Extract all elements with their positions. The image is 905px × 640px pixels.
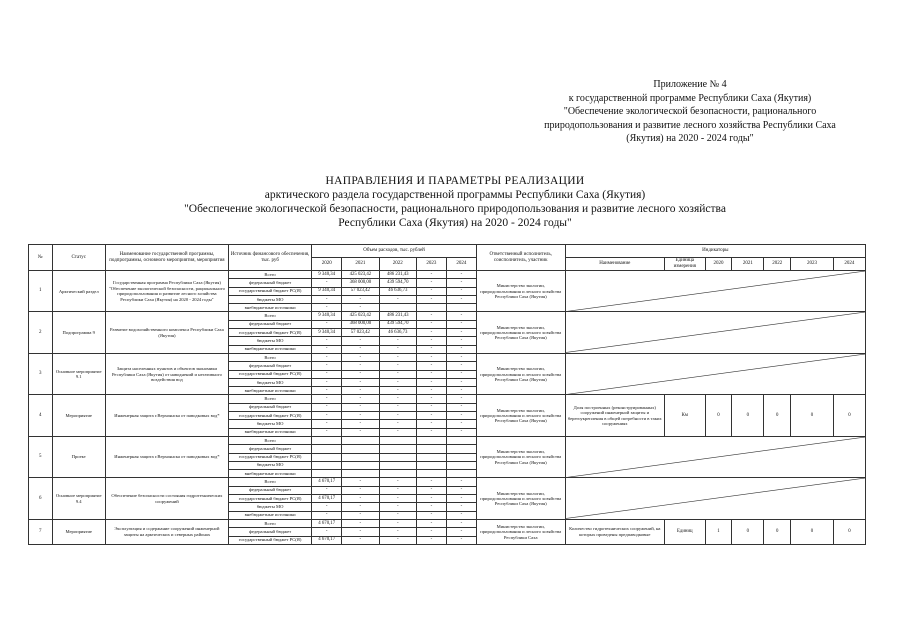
funding-source: внебюджетные источники [228, 470, 311, 478]
indicator-unit: Км [664, 395, 705, 436]
header-year: 2020 [705, 258, 732, 271]
amount-cell: - [379, 412, 416, 420]
amount-cell: 439 594,70 [379, 320, 416, 328]
funding-source: внебюджетные источники [228, 345, 311, 353]
row-responsible: Министерство экологии, природопользования и лесного хозяйства Республики Саха (Якутия) [476, 395, 565, 436]
amount-cell: - [379, 503, 416, 511]
indicator-value: 0 [732, 395, 764, 436]
amount-cell: - [446, 370, 476, 378]
amount-cell: - [312, 511, 342, 519]
amount-cell: - [379, 495, 416, 503]
indicator-value: 0 [833, 395, 865, 436]
amount-cell: - [312, 378, 342, 386]
row-name: Государственная программа Республики Саха (Якутия) "Обеспечение экологической безопасности, рационального природопользования и развитие лесного хозяйства Республики Саха (Якутия) на 2020 - 2024 годы" [105, 271, 228, 312]
header-row [29, 245, 866, 258]
amount-cell [342, 445, 379, 453]
appendix-line: "Обеспечение экологической безопасности, рационального [563, 106, 817, 117]
row-status: Основное мероприятие 9.4 [52, 478, 105, 519]
amount-cell: - [416, 395, 446, 403]
amount-cell: - [312, 403, 342, 411]
funding-source: государственный бюджет РС(Я) [228, 536, 311, 544]
title-line: арктического раздела государственной программы Республики Саха (Якутия) [264, 189, 646, 201]
indicator-value: 0 [764, 519, 791, 544]
amount-cell: - [312, 528, 342, 536]
amount-cell [312, 436, 342, 444]
amount-cell: - [342, 403, 379, 411]
amount-cell: 4 670,17 [312, 478, 342, 486]
amount-cell [446, 445, 476, 453]
amount-cell: - [416, 511, 446, 519]
amount-cell [379, 470, 416, 478]
row-num: 4 [29, 395, 53, 436]
header-year: 2021 [732, 258, 764, 271]
amount-cell: - [342, 536, 379, 544]
amount-cell: 57 023,42 [342, 329, 379, 337]
amount-cell: - [416, 362, 446, 370]
table-row [29, 312, 866, 320]
amount-cell: - [446, 428, 476, 436]
header-year: 2024 [446, 258, 476, 271]
funding-source: Всего [228, 271, 311, 279]
amount-cell [379, 304, 416, 312]
amount-cell: - [416, 279, 446, 287]
amount-cell: - [312, 387, 342, 395]
amount-cell: - [446, 528, 476, 536]
amount-cell [312, 445, 342, 453]
amount-cell [342, 436, 379, 444]
funding-source: Всего [228, 519, 311, 527]
amount-cell: - [446, 412, 476, 420]
amount-cell: - [446, 271, 476, 279]
amount-cell: - [446, 503, 476, 511]
appendix-line: к государственной программе Республики Саха (Якутия) [568, 92, 812, 104]
funding-source: федеральный бюджет [228, 403, 311, 411]
amount-cell: - [446, 353, 476, 361]
amount-cell: - [446, 486, 476, 494]
amount-cell: - [342, 353, 379, 361]
amount-cell: - [342, 420, 379, 428]
funding-source: государственный бюджет РС(Я) [228, 370, 311, 378]
amount-cell: - [379, 428, 416, 436]
amount-cell [342, 453, 379, 461]
amount-cell: - [379, 511, 416, 519]
empty-indicator-cell [565, 312, 865, 353]
amount-cell: - [342, 362, 379, 370]
amount-cell [379, 461, 416, 469]
amount-cell: - [312, 279, 342, 287]
amount-cell: 486 231,43 [379, 312, 416, 320]
amount-cell: - [342, 528, 379, 536]
amount-cell: - [446, 337, 476, 345]
header-year: 2020 [312, 258, 342, 271]
amount-cell: - [312, 353, 342, 361]
row-name: Инженерная защита г.Верхоянска от паводковых вод* [105, 395, 228, 436]
parameters-table [28, 244, 866, 545]
amount-cell: - [379, 420, 416, 428]
row-num: 5 [29, 436, 53, 477]
row-num: 3 [29, 353, 53, 394]
row-responsible: Министерство экологии, природопользования и лесного хозяйства Республики Саха [476, 519, 565, 544]
amount-cell: - [416, 329, 446, 337]
amount-cell: - [342, 495, 379, 503]
amount-cell: - [379, 353, 416, 361]
amount-cell: - [379, 519, 416, 527]
amount-cell: - [342, 304, 379, 312]
amount-cell [446, 470, 476, 478]
amount-cell: - [379, 387, 416, 395]
row-responsible: Министерство экологии, природопользования и лесного хозяйства Республики Саха (Якутия) [476, 353, 565, 394]
row-num: 6 [29, 478, 53, 519]
amount-cell [416, 445, 446, 453]
amount-cell [446, 453, 476, 461]
amount-cell: - [379, 337, 416, 345]
row-num: 2 [29, 312, 53, 353]
amount-cell: - [379, 486, 416, 494]
indicator-value: 1 [705, 519, 732, 544]
amount-cell: - [446, 320, 476, 328]
funding-source: внебюджетные источники [228, 428, 311, 436]
amount-cell: - [342, 395, 379, 403]
amount-cell: - [342, 337, 379, 345]
amount-cell: - [416, 486, 446, 494]
funding-source: бюджеты МО [228, 337, 311, 345]
amount-cell [416, 436, 446, 444]
amount-cell: 368 000,00 [342, 279, 379, 287]
amount-cell [379, 453, 416, 461]
amount-cell: - [342, 519, 379, 527]
indicator-value: 0 [764, 395, 791, 436]
amount-cell: - [416, 519, 446, 527]
amount-cell: - [342, 412, 379, 420]
amount-cell: - [312, 320, 342, 328]
amount-cell: 46 636,73 [379, 287, 416, 295]
amount-cell [379, 445, 416, 453]
amount-cell: - [416, 420, 446, 428]
amount-cell: - [312, 428, 342, 436]
empty-indicator-cell [565, 436, 865, 477]
header-status: Статус [52, 245, 105, 271]
header-indicator-unit: Единица измерения [664, 258, 705, 271]
header-name: Наименование государственной программы, подпрограммы, основного мероприятия, мероприятия [105, 245, 228, 271]
row-status: Мероприятие [52, 519, 105, 544]
amount-cell: - [416, 478, 446, 486]
header-year: 2021 [342, 258, 379, 271]
amount-cell: - [416, 412, 446, 420]
appendix-line: Приложение № 4 [653, 79, 727, 90]
amount-cell [416, 470, 446, 478]
amount-cell [446, 304, 476, 312]
row-name: Обеспечение безопасности состояния гидротехнических сооружений [105, 478, 228, 519]
table-row [29, 478, 866, 486]
amount-cell: - [416, 295, 446, 303]
row-responsible: Министерство экологии, природопользования и лесного хозяйства Республики Саха (Якутия) [476, 436, 565, 477]
indicator-name: Количество гидротехнических сооружений, на которых проведены предпаводковые [565, 519, 664, 544]
header-responsible: Ответственный исполнитель, соисполнитель, участник [476, 245, 565, 271]
row-responsible: Министерство экологии, природопользования и лесного хозяйства Республики Саха (Якутия) [476, 271, 565, 312]
amount-cell: - [416, 428, 446, 436]
table-body [29, 271, 866, 545]
document-title [60, 174, 850, 230]
amount-cell: - [312, 337, 342, 345]
header-year: 2022 [379, 258, 416, 271]
amount-cell [416, 461, 446, 469]
amount-cell: 9 340,34 [312, 329, 342, 337]
header-indicator-name: Наименование [565, 258, 664, 271]
empty-indicator-cell [565, 271, 865, 312]
amount-cell: - [379, 403, 416, 411]
funding-source: государственный бюджет РС(Я) [228, 453, 311, 461]
amount-cell: 439 594,70 [379, 279, 416, 287]
amount-cell [446, 436, 476, 444]
amount-cell: 4 670,17 [312, 495, 342, 503]
amount-cell: - [446, 345, 476, 353]
table-header [29, 245, 866, 271]
amount-cell: - [416, 320, 446, 328]
table-row [29, 436, 866, 444]
funding-source: Всего [228, 353, 311, 361]
funding-source: государственный бюджет РС(Я) [228, 495, 311, 503]
amount-cell: - [379, 345, 416, 353]
amount-cell: - [342, 295, 379, 303]
funding-source: федеральный бюджет [228, 279, 311, 287]
amount-cell [312, 453, 342, 461]
amount-cell: - [379, 378, 416, 386]
amount-cell: - [416, 528, 446, 536]
header-num: № [29, 245, 53, 271]
funding-source: государственный бюджет РС(Я) [228, 329, 311, 337]
amount-cell: 425 023,42 [342, 312, 379, 320]
amount-cell: - [342, 378, 379, 386]
title-line: НАПРАВЛЕНИЯ И ПАРАМЕТРЫ РЕАЛИЗАЦИИ [325, 175, 585, 187]
row-num: 7 [29, 519, 53, 544]
amount-cell: - [416, 312, 446, 320]
amount-cell: - [379, 295, 416, 303]
amount-cell: - [416, 337, 446, 345]
amount-cell: 57 023,42 [342, 287, 379, 295]
amount-cell: 4 670,17 [312, 519, 342, 527]
amount-cell: - [446, 312, 476, 320]
amount-cell: - [446, 378, 476, 386]
amount-cell: - [416, 495, 446, 503]
indicator-name: Доля построенных (реконструированных) сооружений инженерной защиты и берегоукрепления в общей потребности в таких сооружениях [565, 395, 664, 436]
row-num: 1 [29, 271, 53, 312]
header-volume: Объем расходов, тыс. рублей [312, 245, 477, 258]
header-indicators: Индикаторы [565, 245, 865, 258]
row-name: Эксплуатация и содержание сооружений инженерной защиты на арктических и северных районах [105, 519, 228, 544]
amount-cell [416, 304, 446, 312]
indicator-value: 0 [791, 395, 834, 436]
appendix-line: (Якутия) на 2020 - 2024 годы" [626, 133, 754, 144]
funding-source: федеральный бюджет [228, 445, 311, 453]
amount-cell: 368 000,00 [342, 320, 379, 328]
amount-cell: 9 340,34 [312, 312, 342, 320]
amount-cell: - [446, 362, 476, 370]
amount-cell: - [446, 536, 476, 544]
amount-cell: - [379, 395, 416, 403]
amount-cell: - [379, 362, 416, 370]
row-responsible: Министерство экологии, природопользования и лесного хозяйства Республики Саха (Якутия) [476, 478, 565, 519]
amount-cell: - [416, 370, 446, 378]
amount-cell: - [342, 428, 379, 436]
row-name: Развитие водохозяйственного комплекса Республики Саха (Якутия) [105, 312, 228, 353]
indicator-value: 0 [732, 519, 764, 544]
amount-cell [379, 436, 416, 444]
amount-cell: - [416, 345, 446, 353]
funding-source: бюджеты МО [228, 503, 311, 511]
amount-cell: - [446, 519, 476, 527]
funding-source: федеральный бюджет [228, 362, 311, 370]
amount-cell: - [342, 387, 379, 395]
row-responsible: Министерство экологии, природопользования и лесного хозяйства Республики Саха (Якутия) [476, 312, 565, 353]
amount-cell: - [446, 287, 476, 295]
amount-cell: - [446, 329, 476, 337]
amount-cell: - [379, 536, 416, 544]
amount-cell [312, 461, 342, 469]
amount-cell: - [342, 370, 379, 378]
amount-cell: - [342, 478, 379, 486]
amount-cell: - [342, 511, 379, 519]
amount-cell: - [446, 511, 476, 519]
header-year: 2024 [833, 258, 865, 271]
amount-cell: - [416, 287, 446, 295]
amount-cell: - [312, 295, 342, 303]
funding-source: бюджеты МО [228, 420, 311, 428]
row-status: Арктический раздел [52, 271, 105, 312]
amount-cell: - [416, 378, 446, 386]
empty-indicator-cell [565, 478, 865, 519]
row-status: Мероприятие [52, 395, 105, 436]
funding-source: внебюджетные источники [228, 387, 311, 395]
amount-cell: - [342, 345, 379, 353]
amount-cell [416, 453, 446, 461]
header-year: 2023 [416, 258, 446, 271]
table-row [29, 519, 866, 527]
table-row [29, 395, 866, 403]
empty-indicator-cell [565, 353, 865, 394]
amount-cell: - [416, 503, 446, 511]
amount-cell: - [312, 486, 342, 494]
amount-cell: - [416, 403, 446, 411]
amount-cell: 9 340,34 [312, 287, 342, 295]
amount-cell: - [312, 362, 342, 370]
amount-cell: - [312, 412, 342, 420]
funding-source: Всего [228, 395, 311, 403]
amount-cell: 4 670,17 [312, 536, 342, 544]
header-year: 2023 [791, 258, 834, 271]
table-row [29, 353, 866, 361]
funding-source: бюджеты МО [228, 295, 311, 303]
funding-source: Всего [228, 436, 311, 444]
title-line: "Обеспечение экологической безопасности, рационального природопользования и развитие лесного хозяйства [184, 203, 726, 215]
funding-source: внебюджетные источники [228, 511, 311, 519]
amount-cell [446, 461, 476, 469]
amount-cell: 486 231,43 [379, 271, 416, 279]
amount-cell: - [416, 271, 446, 279]
amount-cell [342, 470, 379, 478]
amount-cell: - [312, 503, 342, 511]
row-status: Подпрограмма 9 [52, 312, 105, 353]
row-name: Инженерная защита г.Верхоянска от паводковых вод* [105, 436, 228, 477]
amount-cell: - [446, 295, 476, 303]
appendix-header [500, 78, 880, 146]
funding-source: внебюджетные источники [228, 304, 311, 312]
amount-cell: 9 340,34 [312, 271, 342, 279]
amount-cell: - [312, 345, 342, 353]
amount-cell: - [446, 403, 476, 411]
title-line: Республики Саха (Якутия) на 2020 - 2024 годы" [338, 217, 572, 229]
amount-cell [342, 461, 379, 469]
funding-source: федеральный бюджет [228, 320, 311, 328]
funding-source: государственный бюджет РС(Я) [228, 287, 311, 295]
indicator-value: 0 [791, 519, 834, 544]
amount-cell: - [312, 420, 342, 428]
amount-cell: - [416, 536, 446, 544]
table-row [29, 271, 866, 279]
amount-cell: - [416, 353, 446, 361]
amount-cell [312, 470, 342, 478]
amount-cell: 46 636,73 [379, 329, 416, 337]
amount-cell: - [446, 279, 476, 287]
funding-source: бюджеты МО [228, 461, 311, 469]
amount-cell: - [379, 528, 416, 536]
amount-cell: - [312, 304, 342, 312]
amount-cell: - [446, 387, 476, 395]
indicator-value: 0 [705, 395, 732, 436]
amount-cell: - [446, 478, 476, 486]
amount-cell: - [446, 420, 476, 428]
row-status: Проект [52, 436, 105, 477]
funding-source: бюджеты МО [228, 378, 311, 386]
indicator-unit: Единиц [664, 519, 705, 544]
funding-source: государственный бюджет РС(Я) [228, 412, 311, 420]
amount-cell: - [342, 503, 379, 511]
funding-source: федеральный бюджет [228, 528, 311, 536]
header-source: Источник финансового обеспечения, тыс. руб [228, 245, 311, 271]
amount-cell: - [312, 370, 342, 378]
funding-source: Всего [228, 312, 311, 320]
amount-cell: 425 023,42 [342, 271, 379, 279]
row-name: Защита населенных пунктов и объектов экономики Республики Саха (Якутия) от наводнений и негативного воздействия вод [105, 353, 228, 394]
amount-cell: - [379, 370, 416, 378]
amount-cell: - [312, 395, 342, 403]
row-status: Основное мероприятие 9.1 [52, 353, 105, 394]
funding-source: Всего [228, 478, 311, 486]
amount-cell: - [342, 486, 379, 494]
appendix-line: природопользования и развитие лесного хозяйства Республики Саха [544, 119, 836, 131]
amount-cell: - [446, 395, 476, 403]
funding-source: федеральный бюджет [228, 486, 311, 494]
header-year: 2022 [764, 258, 791, 271]
indicator-value: 0 [833, 519, 865, 544]
amount-cell: - [379, 478, 416, 486]
amount-cell: - [416, 387, 446, 395]
amount-cell: - [446, 495, 476, 503]
